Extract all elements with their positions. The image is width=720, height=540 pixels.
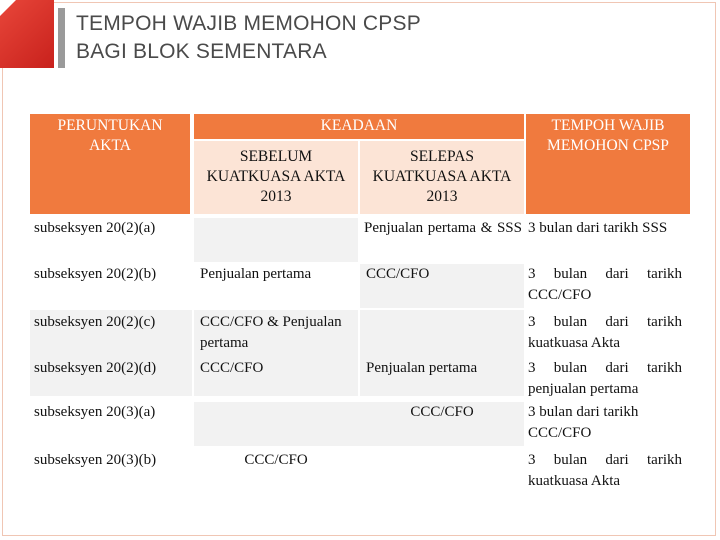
title-line-2: BAGI BLOK SEMENTARA [76,40,327,63]
header-sebelum: SEBELUM KUATKUASA AKTA 2013 [194,141,358,214]
header-selepas: SELEPAS KUATKUASA AKTA 2013 [360,141,524,214]
row-tempoh: 3 bulan dari tarikh SSS [528,220,668,236]
row-akta: subseksyen 20(3)(b) [34,452,157,468]
row-akta: subseksyen 20(2)(a) [34,220,156,236]
row-tempoh: 3 bulan dari tarikh kuatkuasa Akta [528,314,682,351]
title-accent-bar [58,8,65,68]
corner-accent [0,0,54,68]
row-selepas: Penjualan pertama & SSS [364,220,522,236]
row-akta: subseksyen 20(2)(c) [30,310,192,356]
corner-fold [0,0,16,16]
title-line-1: TEMPOH WAJIB MEMOHON CPSP [76,12,421,35]
row-akta: subseksyen 20(3)(a) [34,404,156,420]
row-tempoh: 3 bulan dari tarikh kuatkuasa Akta [528,452,682,489]
row-tempoh: 3 bulan dari tarikh penjualan pertama [528,360,682,397]
row-akta: subseksyen 20(2)(d) [30,356,192,396]
row-sebelum: CCC/CFO [194,356,358,396]
row-tempoh: 3 bulan dari tarikh CCC/CFO [528,404,639,441]
row-sebelum: Penjualan pertama [200,266,312,282]
slide-title [76,10,421,66]
row-sebelum: CCC/CFO [244,452,308,468]
row-keadaan-merged [194,402,524,446]
header-peruntukan-akta: PERUNTUKAN AKTA [30,114,190,214]
row-selepas: Penjualan pertama [360,356,524,396]
row-selepas: CCC/CFO [360,264,524,308]
header-tempoh-wajib: TEMPOH WAJIB MEMOHON CPSP [526,114,690,214]
row-keadaan-value: CCC/CFO [410,404,474,420]
header-keadaan: KEADAAN [194,114,524,139]
row-sebelum: CCC/CFO & Penjualan pertama [194,310,358,356]
row-tempoh: 3 bulan dari tarikh CCC/CFO [528,266,682,303]
row-akta: subseksyen 20(2)(b) [34,266,157,282]
row-sebelum-empty [194,218,358,262]
row-selepas-empty [360,310,524,356]
